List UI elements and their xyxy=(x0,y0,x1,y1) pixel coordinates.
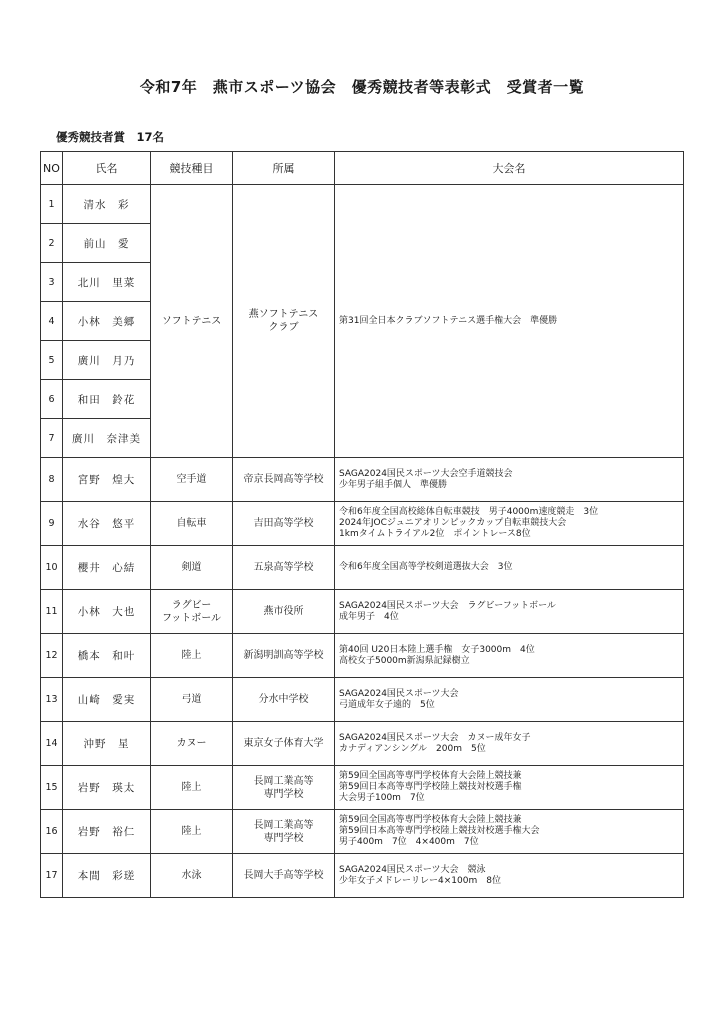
row-no: 9 xyxy=(41,502,63,546)
row-no: 2 xyxy=(41,224,63,263)
row-affiliation-text: 長岡大手高等学校 xyxy=(243,870,324,881)
row-affiliation-text: 吉田高等学校 xyxy=(253,518,314,529)
header-event: 大会名 xyxy=(335,152,684,185)
row-sport xyxy=(151,722,233,766)
row-affiliation-text: 長岡工業高等 専門学校 xyxy=(253,775,314,800)
row-event: SAGA2024国民スポーツ大会 競泳 少年女子メドレーリレー4×100m 8位 xyxy=(335,854,684,898)
row-name: 宮野 煌大 xyxy=(63,458,151,502)
header-sport: 競技種目 xyxy=(151,152,233,185)
row-sport-text: 自転車 xyxy=(176,518,207,529)
row-name: 和田 鈴花 xyxy=(63,380,151,419)
row-sport xyxy=(151,546,233,590)
awards-table xyxy=(40,151,684,898)
row-no: 4 xyxy=(41,302,63,341)
row-no: 3 xyxy=(41,263,63,302)
row-name: 廣川 奈津美 xyxy=(63,419,151,458)
table-row xyxy=(41,678,684,722)
row-event: SAGA2024国民スポーツ大会空手道競技会 少年男子組手個人 準優勝 xyxy=(335,458,684,502)
row-sport-text: 陸上 xyxy=(181,826,202,837)
row-no: 8 xyxy=(41,458,63,502)
table-row xyxy=(41,546,684,590)
table-row xyxy=(41,185,684,224)
table-row xyxy=(41,634,684,678)
table-row xyxy=(41,854,684,898)
row-affiliation xyxy=(233,634,335,678)
row-affiliation-text: 東京女子体育大学 xyxy=(243,738,324,749)
table-row xyxy=(41,810,684,854)
header-affiliation: 所属 xyxy=(233,152,335,185)
row-event: 第59回全国高等専門学校体育大会陸上競技兼 第59回日本高等専門学校陸上競技対校選手権大会 男子400m 7位 4×400m 7位 xyxy=(335,810,684,854)
row-name: 橋本 和叶 xyxy=(63,634,151,678)
row-name: 小林 美郷 xyxy=(63,302,151,341)
row-name: 岩野 瑛太 xyxy=(63,766,151,810)
row-affiliation-text: 燕市役所 xyxy=(263,606,304,617)
table-header-row xyxy=(41,152,684,185)
row-sport-text: カヌー xyxy=(176,738,207,749)
table-row xyxy=(41,590,684,634)
row-sport-text: 陸上 xyxy=(181,650,202,661)
row-sport-text: 水泳 xyxy=(181,870,202,881)
group-affiliation-text: 燕ソフトテニス クラブ xyxy=(248,309,319,333)
row-affiliation xyxy=(233,590,335,634)
row-sport xyxy=(151,678,233,722)
row-name: 沖野 星 xyxy=(63,722,151,766)
table-row xyxy=(41,502,684,546)
row-no: 15 xyxy=(41,766,63,810)
row-affiliation xyxy=(233,678,335,722)
row-no: 7 xyxy=(41,419,63,458)
row-event: 令和6年度全国高等学校剣道選抜大会 3位 xyxy=(335,546,684,590)
row-name: 本間 彩瑳 xyxy=(63,854,151,898)
row-no: 11 xyxy=(41,590,63,634)
row-name: 岩野 裕仁 xyxy=(63,810,151,854)
row-affiliation-text: 分水中学校 xyxy=(258,694,309,705)
row-sport-text: 空手道 xyxy=(176,474,207,485)
row-affiliation xyxy=(233,546,335,590)
header-no: NO xyxy=(41,152,63,185)
row-sport xyxy=(151,766,233,810)
row-event: 第40回 U20日本陸上選手権 女子3000m 4位 高校女子5000m新潟県記録樹立 xyxy=(335,634,684,678)
row-sport-text: 弓道 xyxy=(181,694,202,705)
table-row xyxy=(41,766,684,810)
row-sport xyxy=(151,185,233,458)
row-no: 10 xyxy=(41,546,63,590)
row-affiliation-text: 新潟明訓高等学校 xyxy=(243,650,324,661)
row-event: SAGA2024国民スポーツ大会 弓道成年女子遠的 5位 xyxy=(335,678,684,722)
row-no: 16 xyxy=(41,810,63,854)
row-sport xyxy=(151,634,233,678)
group-sport-text: ソフトテニス xyxy=(161,315,222,327)
row-sport-text: ラグビー フットボール xyxy=(161,599,222,624)
row-name: 水谷 悠平 xyxy=(63,502,151,546)
row-event: 第31回全日本クラブソフトテニス選手権大会 準優勝 xyxy=(335,185,684,458)
row-sport xyxy=(151,590,233,634)
row-affiliation xyxy=(233,458,335,502)
row-affiliation xyxy=(233,766,335,810)
row-name: 山崎 愛実 xyxy=(63,678,151,722)
table-row xyxy=(41,722,684,766)
row-affiliation xyxy=(233,854,335,898)
row-event: SAGA2024国民スポーツ大会 カヌー成年女子 カナディアンシングル 200m 5位 xyxy=(335,722,684,766)
row-no: 5 xyxy=(41,341,63,380)
row-no: 6 xyxy=(41,380,63,419)
row-name: 小林 大也 xyxy=(63,590,151,634)
row-no: 13 xyxy=(41,678,63,722)
row-no: 14 xyxy=(41,722,63,766)
row-name: 前山 愛 xyxy=(63,224,151,263)
row-affiliation xyxy=(233,185,335,458)
row-sport-text: 剣道 xyxy=(181,562,202,573)
row-sport xyxy=(151,854,233,898)
row-name: 櫻井 心結 xyxy=(63,546,151,590)
table-row xyxy=(41,458,684,502)
row-name: 廣川 月乃 xyxy=(63,341,151,380)
row-name: 北川 里菜 xyxy=(63,263,151,302)
row-no: 17 xyxy=(41,854,63,898)
row-no: 1 xyxy=(41,185,63,224)
section-subtitle: 優秀競技者賞 17名 xyxy=(56,130,165,144)
row-affiliation-text: 長岡工業高等 専門学校 xyxy=(253,819,314,844)
row-affiliation xyxy=(233,810,335,854)
header-name: 氏名 xyxy=(63,152,151,185)
row-no: 12 xyxy=(41,634,63,678)
page-title: 令和7年 燕市スポーツ協会 優秀競技者等表彰式 受賞者一覧 xyxy=(139,78,585,96)
row-sport-text: 陸上 xyxy=(181,782,202,793)
row-affiliation xyxy=(233,502,335,546)
row-event: 令和6年度全国高校総体自転車競技 男子4000m速度競走 3位 2024年JOCジュニアオリンピックカップ自転車競技大会 1kmタイムトライアル2位 ポイントレース8位 xyxy=(335,502,684,546)
row-affiliation-text: 五泉高等学校 xyxy=(253,562,314,573)
row-sport xyxy=(151,810,233,854)
row-event: 第59回全国高等専門学校体育大会陸上競技兼 第59回日本高等専門学校陸上競技対校選手権 大会男子100m 7位 xyxy=(335,766,684,810)
row-event: SAGA2024国民スポーツ大会 ラグビーフットボール 成年男子 4位 xyxy=(335,590,684,634)
row-name: 清水 彩 xyxy=(63,185,151,224)
row-sport xyxy=(151,502,233,546)
row-affiliation xyxy=(233,722,335,766)
row-affiliation-text: 帝京長岡高等学校 xyxy=(243,474,324,485)
row-sport xyxy=(151,458,233,502)
